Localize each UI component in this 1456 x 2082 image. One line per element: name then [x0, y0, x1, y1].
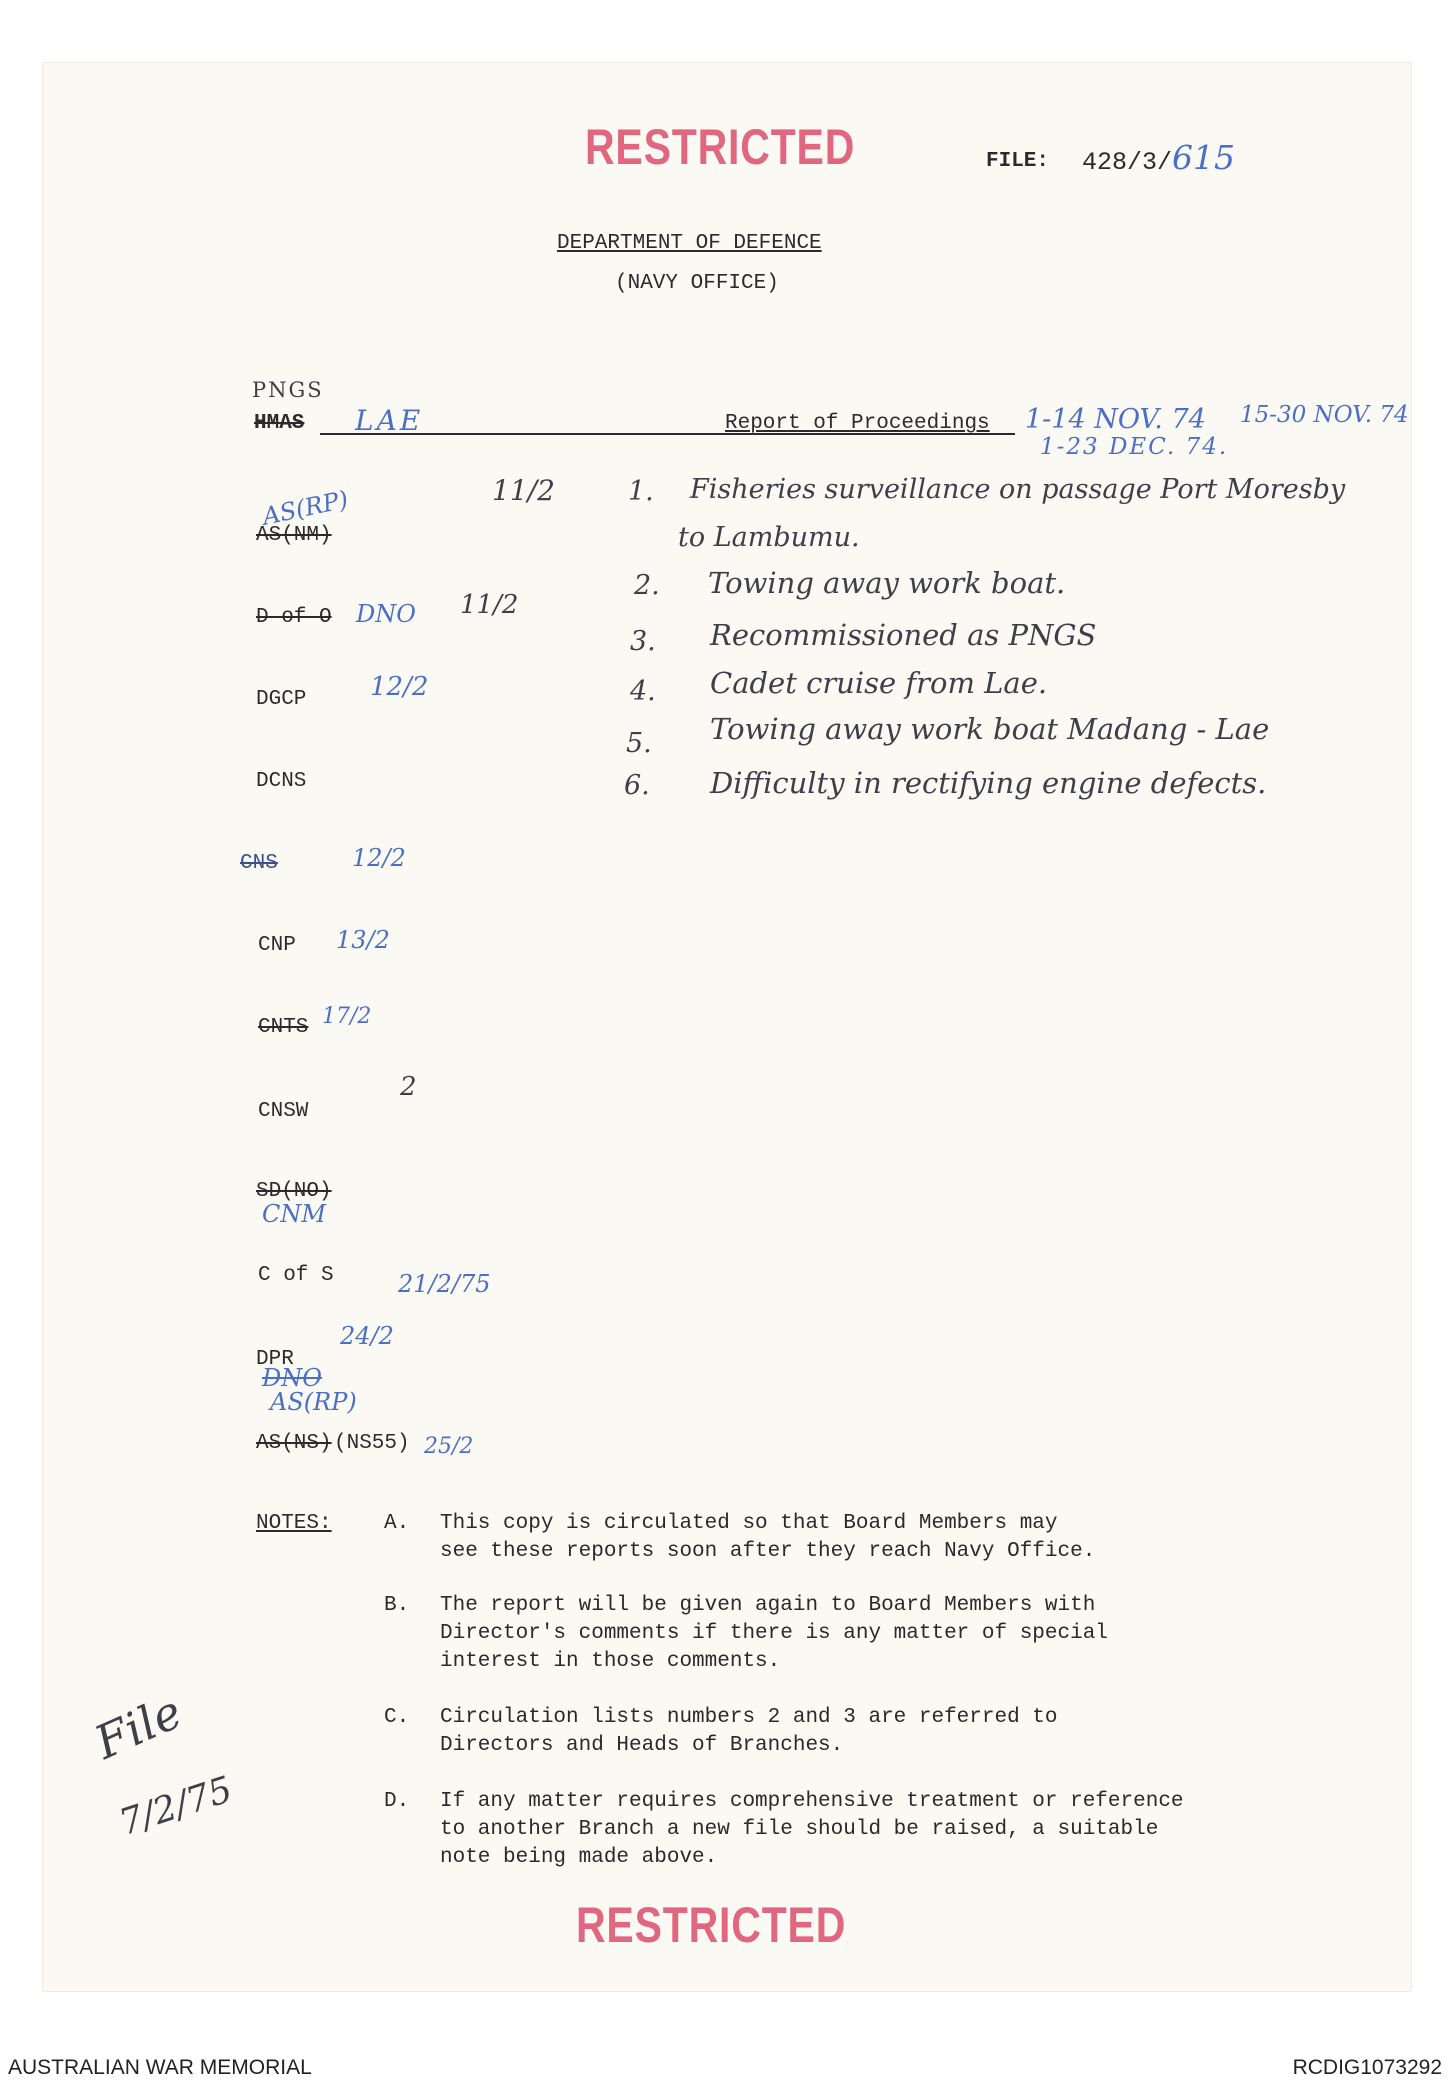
document-page [42, 62, 1412, 1992]
notes-heading: NOTES: [256, 1512, 332, 1535]
note-a-text: This copy is circulated so that Board Members may see these reports soon after they reach Navy Office. [440, 1512, 1096, 1563]
routing-dpr: DPR [256, 1348, 294, 1371]
routing-cns: CNS [240, 852, 278, 875]
report-period-2: 15-30 NOV. 74 [1240, 402, 1409, 428]
routing-as-rp-handwritten: AS(RP) [260, 485, 351, 531]
routing-d-of-o: D of O [256, 606, 332, 629]
routing-dno-handwritten: DNO [356, 600, 416, 628]
file-label: FILE: [986, 150, 1050, 173]
note-d-text: If any matter requires comprehensive treatment or reference to another Branch a new file should be raised, a suitable note being made above. [440, 1790, 1184, 1869]
restricted-stamp-top: RESTRICTED [585, 119, 856, 175]
file-number-handwritten: 615 [1172, 138, 1235, 177]
ship-prefix-struck: HMAS [254, 412, 305, 435]
summary-item-1-cont: to Lambumu. [678, 522, 860, 553]
summary-num-5: 5. [626, 728, 652, 759]
note-b-text: The report will be given again to Board Members with Director's comments if there is any matter of special interest in those comments. [440, 1594, 1108, 1673]
summary-item-6: Difficulty in rectifying engine defects. [710, 766, 1267, 800]
routing-cnts: CNTS [258, 1016, 309, 1039]
margin-note-file: File [86, 1684, 190, 1770]
note-b-letter: B. [384, 1594, 410, 1617]
routing-initials-8: 21/2/75 [398, 1270, 491, 1298]
routing-initials-7: 2 [400, 1072, 417, 1102]
note-c-text: Circulation lists numbers 2 and 3 are referred to Directors and Heads of Branches. [440, 1706, 1058, 1757]
file-number: 428/3/ [1082, 148, 1173, 177]
report-period-1: 1-14 NOV. 74 [1025, 404, 1206, 435]
routing-cnsw: CNSW [258, 1100, 309, 1123]
summary-item-1: Fisheries surveillance on passage Port Moresby [690, 474, 1346, 505]
report-period-3: 1-23 DEC. 74. [1040, 434, 1229, 460]
footer-source: AUSTRALIAN WAR MEMORIAL [8, 2056, 312, 2079]
summary-item-3: Recommissioned as PNGS [710, 618, 1097, 652]
restricted-stamp-bottom: RESTRICTED [576, 1897, 847, 1953]
ship-prefix-handwritten: PNGS [252, 378, 324, 402]
summary-num-1: 1. [628, 476, 654, 507]
routing-c-of-s: C of S [258, 1264, 334, 1287]
routing-dcns: DCNS [256, 770, 307, 793]
note-c-letter: C. [384, 1706, 410, 1729]
routing-sd-no: SD(NO) [256, 1180, 332, 1203]
summary-item-2: Towing away work boat. [708, 566, 1066, 600]
routing-initials-4: 12/2 [352, 844, 406, 872]
routing-dno-struck: DNO [262, 1364, 322, 1392]
routing-dgcp: DGCP [256, 688, 307, 711]
routing-initials-6: 17/2 [322, 1004, 372, 1029]
routing-initials-9: 24/2 [340, 1322, 394, 1350]
report-label: Report of Proceedings [725, 412, 990, 435]
routing-initials-3: 12/2 [370, 672, 429, 702]
summary-num-3: 3. [630, 626, 656, 657]
routing-ns55: (NS55) [334, 1432, 410, 1455]
ship-name-handwritten: LAE [355, 404, 424, 437]
office-subtitle: (NAVY OFFICE) [615, 272, 779, 295]
routing-cnp: CNP [258, 934, 296, 957]
summary-num-4: 4. [630, 676, 656, 707]
summary-num-2: 2. [634, 570, 660, 601]
routing-cnm-handwritten: CNM [262, 1200, 326, 1228]
routing-initials-10: 25/2 [424, 1434, 474, 1459]
summary-item-5: Towing away work boat Madang - Lae [710, 712, 1270, 746]
routing-as-ns: AS(NS) [256, 1432, 332, 1455]
margin-note-date: 7/2/75 [114, 1769, 238, 1844]
routing-as-nm: AS(NM) [256, 524, 332, 547]
routing-initials-5: 13/2 [336, 926, 390, 954]
routing-initials-1: 11/2 [492, 474, 555, 507]
routing-as-rp-2: AS(RP) [270, 1388, 357, 1416]
summary-item-4: Cadet cruise from Lae. [710, 666, 1048, 700]
note-d-letter: D. [384, 1790, 410, 1813]
footer-id: RCDIG1073292 [1292, 2056, 1442, 2079]
department-title: DEPARTMENT OF DEFENCE [557, 232, 822, 255]
summary-num-6: 6. [624, 770, 650, 801]
routing-initials-2: 11/2 [460, 590, 519, 620]
note-a-letter: A. [384, 1512, 410, 1535]
